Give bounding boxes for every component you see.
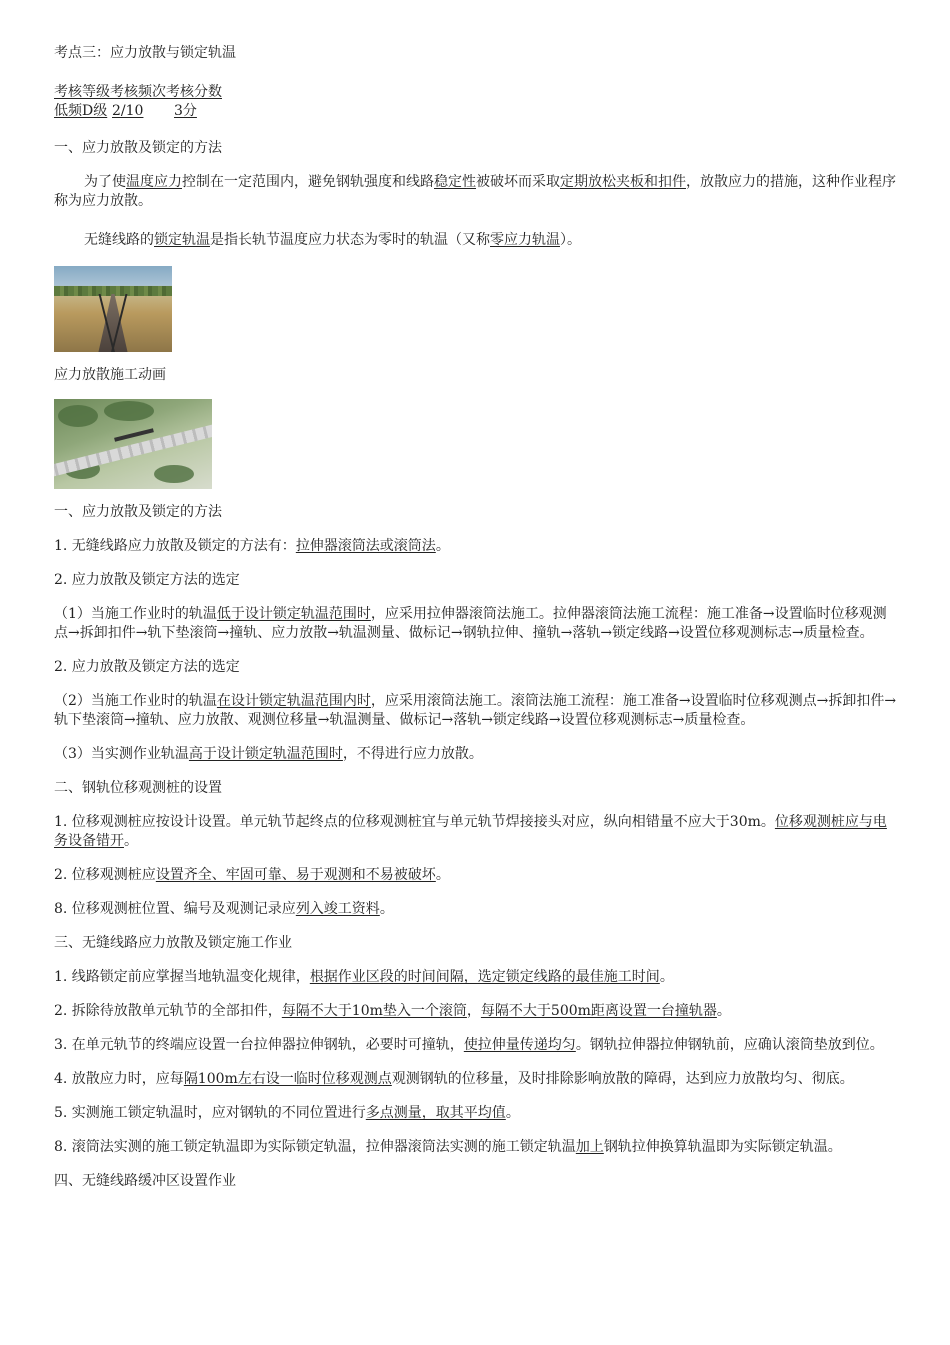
railway-track-image <box>54 266 172 352</box>
key-term: 加上 <box>575 1139 604 1155</box>
text: ，应采用拉伸器滚筒法施工。拉伸器滚筒法施工流程：施工准备→设置临时位移观测点→拆卸扣件→轨下垫滚筒→撞轨、应力放散→轨温测量、做标记→钢轨拉伸、撞轨→落轨→锁定线路→设置位移观测标志→质量检查。 <box>54 606 887 641</box>
key-term: 在设计锁定轨温范围内时 <box>216 693 371 709</box>
text: 8. 滚筒法实测的施工锁定轨温即为实际锁定轨温，拉伸器滚筒法实测的施工锁定轨温 <box>54 1139 576 1155</box>
text: 钢轨拉伸换算轨温即为实际锁定轨温。 <box>603 1139 842 1155</box>
key-term: 多点测量，取其平均值 <box>365 1105 506 1121</box>
text: 。 <box>379 901 394 917</box>
list-item <box>54 1070 899 1089</box>
meta-header: 考核等级考核频次考核分数 <box>54 84 222 100</box>
key-term: 隔100m左右设一临时位移观测点 <box>183 1071 392 1087</box>
key-term: 低于设计锁定轨温范围时 <box>216 606 371 622</box>
text: （3）当实测作业轨温 <box>54 746 189 762</box>
key-term: 每隔不大于10m垫入一个滚筒 <box>281 1003 467 1019</box>
text: 。 <box>124 833 138 849</box>
meta-freq: 2/10 <box>112 103 144 119</box>
exam-meta <box>54 83 899 121</box>
list-item: 2. 应力放散及锁定方法的选定 <box>54 659 240 675</box>
section-1b-title: 一、应力放散及锁定的方法 <box>54 504 222 520</box>
key-term: 零应力轨温 <box>490 232 560 248</box>
text: 。 <box>505 1105 520 1121</box>
key-term: 使拉伸量传递均匀 <box>463 1037 576 1053</box>
key-term: 根据作业区段的时间间隔，选定锁定线路的最佳施工时间 <box>309 969 660 985</box>
text: ，不得进行应力放散。 <box>342 746 483 762</box>
key-term: 定期放松夹板和扣件 <box>560 174 686 190</box>
image-detail <box>58 405 98 427</box>
meta-score: 3分 <box>174 103 197 119</box>
paragraph-definition-stress-release <box>54 173 899 211</box>
text: 。 <box>659 969 674 985</box>
paragraph-definition-locking-temp <box>54 231 899 250</box>
text: 。 <box>435 867 450 883</box>
list-item <box>54 605 899 643</box>
text: ）。 <box>560 232 581 248</box>
key-term: 每隔不大于500m距离设置一台撞轨器 <box>480 1003 717 1019</box>
construction-animation-image[interactable] <box>54 399 212 489</box>
text: ，应采用滚筒法施工。滚筒法施工流程：施工准备→设置临时位移观测点→拆卸扣件→轨下垫滚筒→撞轨、应力放散、观测位移量→轨温测量、做标记→落轨→锁定线路→设置位移观测标志→质量检查。 <box>54 693 897 728</box>
list-item <box>54 866 899 885</box>
text: ，放散应力的措施，这种作业程序称为应力放散。 <box>54 174 896 209</box>
text: 2. 位移观测桩应 <box>54 867 156 883</box>
key-term: 高于设计锁定轨温范围时 <box>188 746 343 762</box>
list-item <box>54 745 899 764</box>
text: （1）当施工作业时的轨温 <box>54 606 217 622</box>
text: 2. 拆除待放散单元轨节的全部扣件， <box>54 1003 282 1019</box>
meta-level: 低频D级 <box>54 103 108 119</box>
key-term: 设置齐全、牢固可靠、易于观测和不易被破坏 <box>155 867 436 883</box>
text: 。 <box>435 538 450 554</box>
text: ， <box>466 1003 481 1019</box>
key-term: 拉伸器滚筒法或滚筒法 <box>295 538 436 554</box>
section-4-title: 四、无缝线路缓冲区设置作业 <box>54 1173 236 1189</box>
text: 。 <box>716 1003 731 1019</box>
section-2-title: 二、钢轨位移观测桩的设置 <box>54 780 222 796</box>
text: 观测钢轨的位移量，及时排除影响放散的障碍，达到应力放散均匀、彻底。 <box>391 1071 854 1087</box>
document-page <box>54 44 899 1206</box>
text: 3. 在单元轨节的终端应设置一台拉伸器拉伸钢轨，必要时可撞轨， <box>54 1037 464 1053</box>
image-caption: 应力放散施工动画 <box>54 367 166 383</box>
image-detail <box>104 401 154 421</box>
text: 1. 无缝线路应力放散及锁定的方法有： <box>54 538 296 554</box>
text: 控制在一定范围内，避免钢轨强度和线路 <box>182 174 434 190</box>
text: 1. 线路锁定前应掌握当地轨温变化规律， <box>54 969 310 985</box>
text: 4. 放散应力时，应每 <box>54 1071 184 1087</box>
list-item: 2. 应力放散及锁定方法的选定 <box>54 572 240 588</box>
list-item <box>54 1104 899 1123</box>
text: 8. 位移观测桩位置、编号及观测记录应 <box>54 901 296 917</box>
text: 。钢轨拉伸器拉伸钢轨前，应确认滚筒垫放到位。 <box>575 1037 884 1053</box>
list-item <box>54 1002 899 1021</box>
image-detail <box>154 465 194 483</box>
text: 无缝线路的 <box>84 232 154 248</box>
key-term: 温度应力 <box>126 174 182 190</box>
key-term: 列入竣工资料 <box>295 901 380 917</box>
key-term: 位移观测桩应与电务设备错开 <box>54 814 887 849</box>
key-term: 锁定轨温 <box>154 232 210 248</box>
list-item <box>54 692 899 730</box>
text: （2）当施工作业时的轨温 <box>54 693 217 709</box>
list-item <box>54 1036 899 1055</box>
list-item <box>54 968 899 987</box>
text: 被破坏而采取 <box>476 174 560 190</box>
text: 1. 位移观测桩应按设计设置。单元轨节起终点的位移观测桩宜与单元轨节焊接接头对应，纵向相错量不应大于30m。 <box>54 814 775 830</box>
section-3-title: 三、无缝线路应力放散及锁定施工作业 <box>54 935 292 951</box>
list-item <box>54 900 899 919</box>
text: 为了使 <box>84 174 126 190</box>
list-item <box>54 813 899 851</box>
page-heading: 考点三：应力放散与锁定轨温 <box>54 45 236 61</box>
text: 是指长轨节温度应力状态为零时的轨温（又称 <box>210 232 490 248</box>
list-item <box>54 1138 899 1157</box>
section-1-title: 一、应力放散及锁定的方法 <box>54 140 222 156</box>
text: 5. 实测施工锁定轨温时，应对钢轨的不同位置进行 <box>54 1105 366 1121</box>
list-item <box>54 537 899 556</box>
meta-values <box>54 102 899 121</box>
key-term: 稳定性 <box>434 174 476 190</box>
